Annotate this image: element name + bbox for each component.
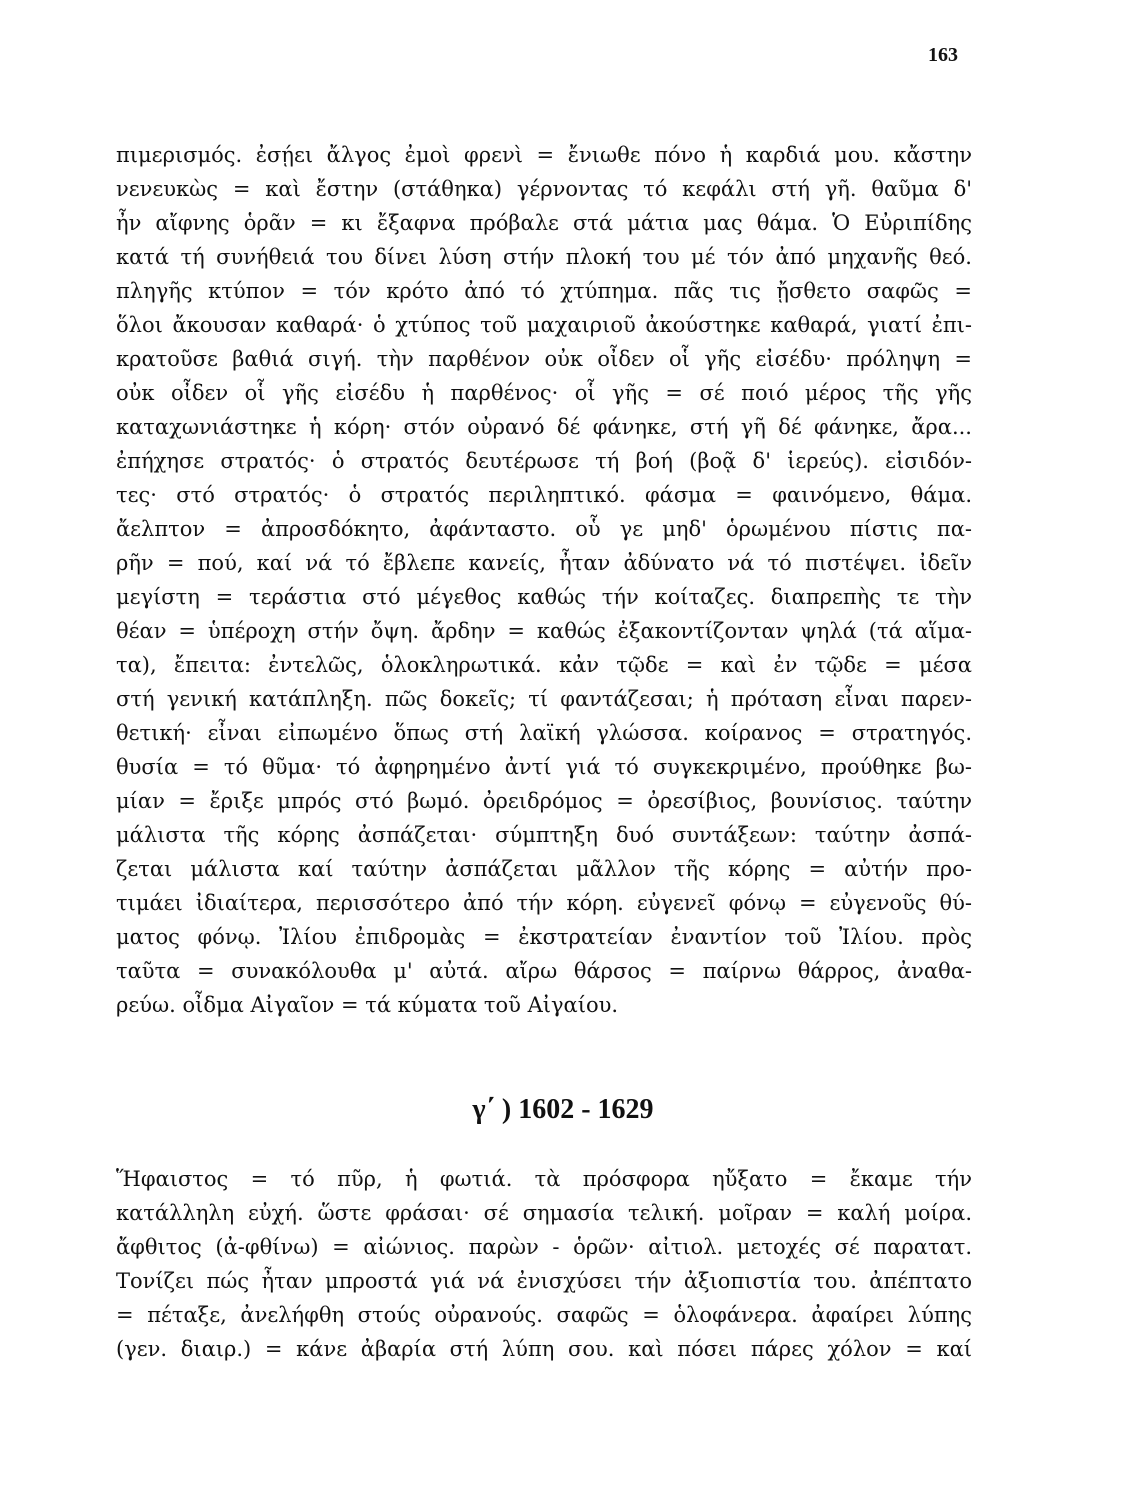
text-line: νενευκὼς = καὶ ἔστην (στάθηκα) γέρνοντας τό κεφάλι στή γῆ. θαῦμα δ' [116,177,972,201]
text-line: τιμάει ἰδιαίτερα, περισσότερο ἀπό τήν κόρη. εὐγενεῖ φόνῳ = εὐγενοῦς θύ- [116,891,972,915]
text-line: ἄφθιτος (ἀ-φθίνω) = αἰώνιος. παρὼν - ὁρῶν· αἰτιολ. μετοχές σέ παρατατ. [116,1235,972,1259]
text-line: κρατοῦσε βαθιά σιγή. τὴν παρθένον οὐκ οἶδεν οἷ γῆς εἰσέδυ· πρόληψη = [116,347,972,371]
text-line: ταῦτα = συνακόλουθα μ' αὐτά. αἴρω θάρσος = παίρνω θάρρος, ἀναθα- [116,959,972,983]
page-number: 163 [928,44,958,66]
commentary-paragraph-2 [116,1162,972,1366]
text-line: ὅλοι ἄκουσαν καθαρά· ὁ χτύπος τοῦ μαχαιριοῦ ἀκούστηκε καθαρά, γιατί ἐπι- [116,313,972,337]
text-line: κατά τή συνήθειά του δίνει λύση στήν πλοκή του μέ τόν ἀπό μηχανῆς θεό. [116,245,972,269]
text-line: μάλιστα τῆς κόρης ἀσπάζεται· σύμπτηξη δυό συντάξεων: ταύτην ἀσπά- [116,823,972,847]
commentary-paragraph-1 [116,138,972,1022]
text-line: ρεύω. οἶδμα Αἰγαῖον = τά κύματα τοῦ Αἰγαίου. [116,993,619,1017]
text-line: ἦν αἴφνης ὁρᾶν = κι ἔξαφνα πρόβαλε στά μάτια μας θάμα. Ὁ Εὐριπίδης [116,211,972,235]
section-heading: γ΄ ) 1602 - 1629 [472,1094,654,1125]
text-line: τα), ἔπειτα: ἐντελῶς, ὁλοκληρωτικά. κἀν τῷδε = καὶ ἐν τῷδε = μέσα [116,653,972,677]
text-line: κατάλληλη εὐχή. ὥστε φράσαι· σέ σημασία τελική. μοῖραν = καλή μοίρα. [116,1201,972,1225]
text-line: ἐπήχησε στρατός· ὁ στρατός δευτέρωσε τή βοή (βοᾷ δ' ἱερεύς). εἰσιδόν- [116,449,972,473]
text-line: οὐκ οἶδεν οἷ γῆς εἰσέδυ ἡ παρθένος· οἷ γῆς = σέ ποιό μέρος τῆς γῆς [116,381,972,405]
text-line: Ἥφαιστος = τό πῦρ, ἡ φωτιά. τὰ πρόσφορα ηὔξατο = ἔκαμε τήν [116,1167,972,1191]
text-line: μεγίστη = τεράστια στό μέγεθος καθώς τήν κοίταζες. διαπρεπὴς τε τὴν [116,585,972,609]
text-line: ρῆν = πού, καί νά τό ἔβλεπε κανείς, ἦταν ἀδύνατο νά τό πιστέψει. ἰδεῖν [116,551,972,575]
text-line: πληγῆς κτύπον = τόν κρότο ἀπό τό χτύπημα. πᾶς τις ᾔσθετο σαφῶς = [116,279,972,303]
text-line: θετική· εἶναι εἰπωμένο ὅπως στή λαϊκή γλώσσα. κοίρανος = στρατηγός. [116,721,972,745]
text-line: ματος φόνῳ. Ἰλίου ἐπιδρομὰς = ἐκστρατείαν ἐναντίον τοῦ Ἰλίου. πρὸς [116,925,972,949]
text-line: τες· στό στρατός· ὁ στρατός περιληπτικό. φάσμα = φαινόμενο, θάμα. [116,483,972,507]
text-line: πιμερισμός. ἐσῄει ἄλγος ἐμοὶ φρενὶ = ἔνιωθε πόνο ἡ καρδιά μου. κἄστην [116,143,972,167]
text-line: θέαν = ὑπέροχη στήν ὄψη. ἄρδην = καθώς ἐξακοντίζονταν ψηλά (τά αἵμα- [116,619,972,643]
text-line: καταχωνιάστηκε ἡ κόρη· στόν οὐρανό δέ φάνηκε, στή γῆ δέ φάνηκε, ἄρα... [116,415,972,439]
text-line: (γεν. διαιρ.) = κάνε ἀβαρία στή λύπη σου. καὶ πόσει πάρες χόλον = καί [116,1337,972,1361]
text-line: ζεται μάλιστα καί ταύτην ἀσπάζεται μᾶλλον τῆς κόρης = αὐτήν προ- [116,857,972,881]
text-line: θυσία = τό θῦμα· τό ἀφηρημένο ἀντί γιά τό συγκεκριμένο, προύθηκε βω- [116,755,972,779]
text-line: = πέταξε, ἀνελήφθη στούς οὐρανούς. σαφῶς = ὁλοφάνερα. ἀφαίρει λύπης [116,1303,972,1327]
text-line: ἄελπτον = ἀπροσδόκητο, ἀφάνταστο. οὗ γε μηδ' ὁρωμένου πίστις πα- [116,517,972,541]
text-line: μίαν = ἔριξε μπρός στό βωμό. ὀρειδρόμος = ὀρεσίβιος, βουνίσιος. ταύτην [116,789,972,813]
text-line: στή γενική κατάπληξη. πῶς δοκεῖς; τί φαντάζεσαι; ἡ πρόταση εἶναι παρεν- [116,687,972,711]
text-line: Τονίζει πώς ἦταν μπροστά γιά νά ἐνισχύσει τήν ἀξιοπιστία του. ἀπέπτατο [116,1269,972,1293]
